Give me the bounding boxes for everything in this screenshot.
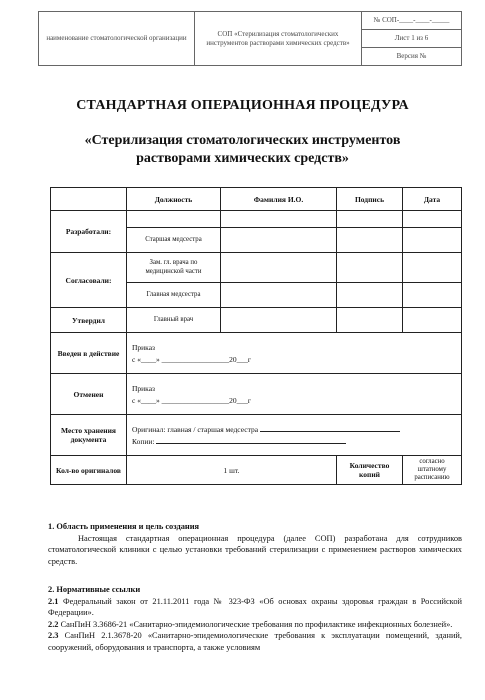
org-name-cell: наименование стоматологической организации <box>39 12 195 66</box>
developed-position: Старшая медсестра <box>127 228 221 253</box>
cancelled-order-label: Приказ <box>132 383 156 393</box>
cancelled-label: Отменен <box>51 374 127 415</box>
version-cell: Версия № <box>362 48 462 66</box>
sop-title-cell: СОП «Стерилизация стоматологических инструментов растворами химических средств» <box>195 12 362 66</box>
originals-count-value: 1 шт. <box>127 456 337 485</box>
copies-location: Копии: <box>132 436 155 446</box>
location-label: Место хранения документа <box>51 415 127 456</box>
section-1-text: Настоящая стандартная операционная процедура (далее СОП) разработана для сотрудников стоматологической клиники с целью установки требований стерилизации с применением растворов химических средств. <box>48 533 462 566</box>
empty-corner-cell <box>51 188 127 211</box>
section-2-1: 2.1 Федеральный закон от 21.11.2011 года № 323-ФЗ «Об основах охраны здоровья граждан в Российской Федерации». <box>48 596 462 618</box>
document-header-table <box>38 11 462 66</box>
originals-count-label: Кол-во оригиналов <box>51 456 127 485</box>
section-2 <box>48 584 462 654</box>
enacted-order-line: с «____» __________________20___г <box>132 354 251 364</box>
sop-number-cell: № СОП-____-____-_____ <box>362 12 462 30</box>
copies-count-value: согласно штатному расписанию <box>403 456 462 485</box>
agreed-label: Согласовали: <box>51 253 127 308</box>
document-subtitle: «Стерилизация стоматологических инструментов растворами химических средств» <box>84 133 401 167</box>
sheet-cell: Лист 1 из 6 <box>362 30 462 48</box>
enacted-order-label: Приказ <box>132 342 156 352</box>
original-location: Оригинал: главная / старшая медсестра <box>132 424 259 434</box>
section-2-3: 2.3 СанПиН 2.1.3678-20 «Санитарно-эпидемиологические требования к эксплуатации помещений, зданий, сооружений, оборудования и транспорта, а также условиям <box>48 631 462 652</box>
approved-position: Главный врач <box>127 308 221 333</box>
section-2-2: 2.2 СанПиН 3.3686-21 «Санитарно-эпидемиологические требования по профилактике инфекционных болезней». <box>48 619 453 629</box>
enacted-order-cell <box>127 333 462 374</box>
col-name-header: Фамилия И.О. <box>221 188 337 211</box>
copies-count-label: Количество копий <box>337 456 403 485</box>
agreed-position-1: Зам. гл. врача по медицинской части <box>127 253 221 283</box>
section-1-title: 1. Область применения и цель создания <box>48 522 200 531</box>
section-1 <box>48 521 462 567</box>
cancelled-order-line: с «____» __________________20___г <box>132 395 251 405</box>
cancelled-order-cell <box>127 374 462 415</box>
developed-label: Разработали: <box>51 211 127 253</box>
location-cell <box>127 415 462 456</box>
document-title: СТАНДАРТНАЯ ОПЕРАЦИОННАЯ ПРОЦЕДУРА <box>76 98 409 113</box>
col-position-header: Должность <box>127 188 221 211</box>
col-signature-header: Подпись <box>337 188 403 211</box>
section-2-title: 2. Нормативные ссылки <box>48 585 141 594</box>
enacted-label: Введен в действие <box>51 333 127 374</box>
col-date-header: Дата <box>403 188 462 211</box>
approved-label: Утвердил <box>51 308 127 333</box>
approval-table <box>50 187 462 485</box>
agreed-position-2: Главная медсестра <box>127 283 221 308</box>
